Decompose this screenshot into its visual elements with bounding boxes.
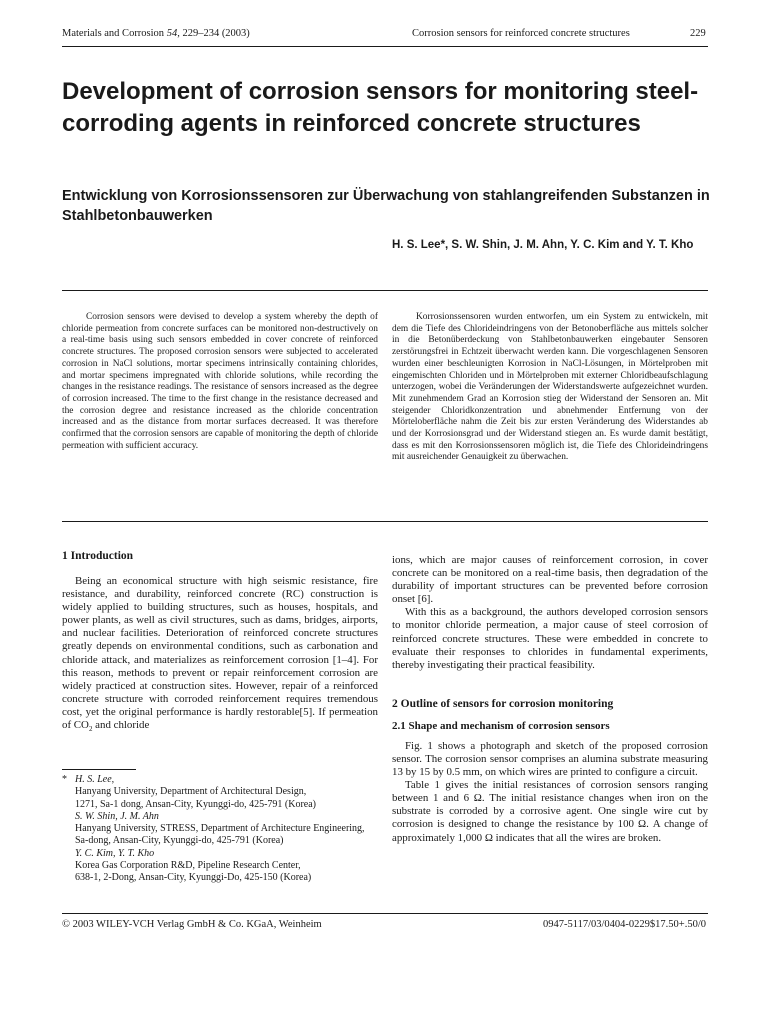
- intro-paragraph-1-continued: ions, which are major causes of reinforcement corrosion, in cover concrete can be monitored on a real-time basis, then degradation of the durability of important structures can be prevented before corrosion onset [6].: [392, 554, 708, 606]
- subsection-heading-shape: 2.1 Shape and mechanism of corrosion sensors: [392, 719, 610, 732]
- intro-paragraph-1: [62, 575, 378, 736]
- page-number: 229: [690, 28, 706, 39]
- running-title: Corrosion sensors for reinforced concrete structures: [412, 28, 630, 39]
- abstract-top-rule: [62, 290, 708, 291]
- abstract-bottom-rule: [62, 521, 708, 522]
- footer-rule: [62, 913, 708, 914]
- footer-article-code: 0947-5117/03/0404-0229$17.50+.50/0: [542, 919, 706, 930]
- footnote-star: *: [62, 774, 67, 785]
- section-heading-outline: 2 Outline of sensors for corrosion monitoring: [392, 697, 614, 710]
- abstract-english: Corrosion sensors were devised to develop a system whereby the depth of chloride permeation from concrete surfaces can be monitored non-destructively on a real-time basis using such sensors embedded in cover concrete of reinforced concrete structures. The proposed corrosion sensors were subjected to accelerated corrosion in NaCl solutions, mortar specimens intrinsically containing chlorides, and mortar specimens impregnated with chloride solutions, while recording the changes in the resistance readings. The resistance of sensors increased as the degree of corrosion increased. The time to the first change in the resistance decreased and the corrosion degree and resistance increased as the chloride concentration increased and as the distance from mortar surfaces decreased. It was therefore confirmed that the corrosion sensors are capable of monitoring the depth of chloride permeation with sufficient accuracy.: [62, 312, 378, 451]
- footnote-group-kim-kho: [62, 848, 378, 885]
- footnote-address: Sa-dong, Ansan-City, Kyunggi-do, 425-791 (Korea): [75, 835, 284, 847]
- abstract-german: Korrosionssensoren wurden entworfen, um ein System zu entwickeln, mit dem die Tiefe des Chlorideindringens von der Betonoberfläche aus mittels solcher in die Betonüberdeckung von Stahlbetonbauwerken eingebauter Sensoren zerstörungsfrei in Echtzeit überwacht werden kann. Die vorgeschlagenen Sensoren wurden einer beschleunigten Korrosion in NaCl-Lösungen, in Mörtelproben mit eingemischten Chloriden und in Mörtelproben mit externer Chloridbeaufschlagung unterzogen, wobei die Veränderungen der Widerstandswerte aufgezeichnet wurden. Mit zunehmendem Grad an Korrosion stieg der Widerstand der Sensoren an. Mit steigender Chloridkonzentration und abnehmender Entfernung von der Mörteloberfläche nahm die Zeit bis zur ersten Veränderung des Widerstandes ab und der Korrosionsgrad und der Widerstand stiegen an. Es wurde damit bestätigt, dass es mit den Korrosionssensoren möglich ist, die Tiefe des Chlorideindringens mit ausreichender Genauigkeit zu überwachen.: [392, 312, 708, 463]
- section-heading-introduction: 1 Introduction: [62, 550, 134, 562]
- co2-subscript: 2: [88, 725, 93, 734]
- journal-pages-year: , 229–234 (2003): [177, 28, 250, 39]
- footnote-address: 1271, Sa-1 dong, Ansan-City, Kyunggi-do, 425-791 (Korea): [75, 798, 316, 810]
- section2-paragraph-1: Fig. 1 shows a photograph and sketch of the proposed corrosion sensor. The corrosion sensor comprises an alumina substrate measuring 13 by 15 by 0.5 mm, on which wires are printed to configure a circuit.: [392, 739, 708, 779]
- footer-copyright: © 2003 WILEY-VCH Verlag GmbH & Co. KGaA, Weinheim: [62, 919, 322, 930]
- footnote-address: 638-1, 2-Dong, Ansan-City, Kyunggi-Do, 425-150 (Korea): [75, 872, 312, 884]
- footnote-affiliation: Korea Gas Corporation R&D, Pipeline Research Center,: [75, 860, 301, 872]
- running-header: [62, 28, 708, 42]
- header-rule: [62, 46, 708, 47]
- paper-title: Development of corrosion sensors for monitoring steel-corroding agents in reinforced concrete structures: [62, 78, 699, 137]
- journal-name: Materials and Corrosion: [62, 28, 165, 39]
- footnote-affiliation: Hanyang University, STRESS, Department of Architecture Engineering,: [75, 823, 365, 835]
- section2-paragraph-2: Table 1 gives the initial resistances of corrosion sensors ranging between 1 and 6 Ω. The initial resistance changes when iron on the substrate is corroded by a corrosive agent. One single wire cut by corrosion is designed to change the resistance by 100 Ω. A change of approximately 1,000 Ω indicates that all the wires are broken.: [392, 779, 708, 844]
- footnote-affiliation: Hanyang University, Department of Architectural Design,: [75, 786, 307, 798]
- footnote-group-shin-ahn: [62, 811, 378, 848]
- intro-paragraph-2: With this as a background, the authors developed corrosion sensors to monitor chloride permeation, a major cause of steel corrosion of reinforced concrete structures. These were embedded in concrete to evaluate their responses to chlorides in fundamental experiments, thereby investigating their practical feasibility.: [392, 606, 708, 671]
- footnote-author-shin-ahn: S. W. Shin, J. M. Ahn: [75, 810, 159, 822]
- author-footnotes: [62, 774, 378, 885]
- intro-paragraph-1-text: Being an economical structure with high seismic resistance, fire resistance, and durability, reinforced concrete (RC) construction is widely applied to building structures, such as houses, hospitals, and power plants, as well as civil structures, such as dams, bridges, airports, and nuclear facilities. Deterioration of reinforced concrete structures greatly depends on environmental conditions, such as carbonation and chloride attack, and materializes as reinforcement corrosion [1–4]. For this reason, methods to prevent or repair reinforcement corrosion are widely practiced at construction sites. However, repair of a reinforced concrete structure with corroded reinforcement requires tremendous cost, yet the original performance is hardly restorable[5]. If permeation of CO: [62, 575, 378, 732]
- left-column: [62, 549, 378, 736]
- footnote-rule: [62, 769, 136, 770]
- author-list: H. S. Lee*, S. W. Shin, J. M. Ahn, Y. C. Kim and Y. T. Kho: [392, 239, 694, 251]
- right-column: [392, 554, 708, 845]
- footnote-author-kim-kho: Y. C. Kim, Y. T. Kho: [75, 847, 155, 859]
- paper-subtitle-german: Entwicklung von Korrosionssensoren zur Überwachung von stahlangreifenden Substanzen in Stahlbetonbauwerken: [62, 188, 710, 224]
- journal-volume: 54: [166, 28, 178, 39]
- intro-paragraph-1-end: and chloride: [92, 719, 150, 732]
- footnote-group-lee: [62, 774, 378, 811]
- journal-citation: [62, 28, 250, 39]
- footnote-author-lee: H. S. Lee,: [75, 774, 115, 785]
